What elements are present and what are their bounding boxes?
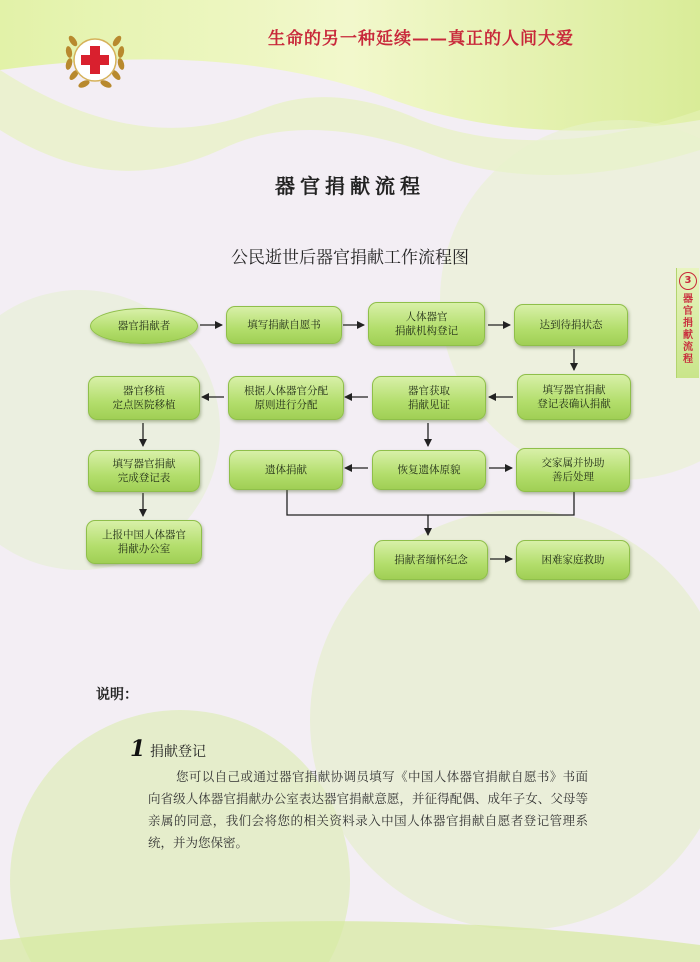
chapter-number: 3 bbox=[679, 272, 697, 290]
node-register: 人体器官 捐献机构登记 bbox=[368, 302, 485, 346]
node-confirm: 填写器官捐献 登记表确认捐献 bbox=[517, 374, 631, 420]
node-donor: 器官捐献者 bbox=[90, 308, 198, 344]
section-number: 1 bbox=[130, 736, 146, 762]
node-body-donation: 遗体捐献 bbox=[229, 450, 343, 490]
node-fill-form: 填写捐献自愿书 bbox=[226, 306, 342, 344]
node-allocate: 根据人体器官分配 原则进行分配 bbox=[228, 376, 344, 420]
chapter-label: 器官捐献流程 bbox=[683, 294, 693, 365]
node-pending: 达到待捐状态 bbox=[514, 304, 628, 346]
node-report: 上报中国人体器官 捐献办公室 bbox=[86, 520, 202, 564]
node-aid: 困难家庭救助 bbox=[516, 540, 630, 580]
section-title: 捐献登记 bbox=[150, 744, 206, 760]
node-complete-form: 填写器官捐献 完成登记表 bbox=[88, 450, 200, 492]
node-transplant: 器官移植 定点医院移植 bbox=[88, 376, 200, 420]
flowchart-title: 公民逝世后器官捐献工作流程图 bbox=[231, 248, 469, 268]
node-obtain: 器官获取 捐献见证 bbox=[372, 376, 486, 420]
section-body: 您可以自己或通过器官捐献协调员填写《中国人体器官捐献自愿书》书面向省级人体器官捐献办公室表达器官捐献意愿，并征得配偶、成年子女、父母等亲属的同意，我们会将您的相关资料录入中国人体器官捐献自愿者登记管理系统，并为您保密。 bbox=[148, 769, 588, 850]
node-family: 交家属并协助 善后处理 bbox=[516, 448, 630, 492]
node-restore: 恢复遗体原貌 bbox=[372, 450, 486, 490]
page-title: 器官捐献流程 bbox=[275, 174, 425, 198]
merge-line bbox=[287, 490, 574, 515]
slogan: 生命的另一种延续——真正的人间大爱 bbox=[268, 29, 574, 49]
notes-label: 说明： bbox=[96, 687, 138, 703]
node-memorial: 捐献者缅怀纪念 bbox=[374, 540, 488, 580]
